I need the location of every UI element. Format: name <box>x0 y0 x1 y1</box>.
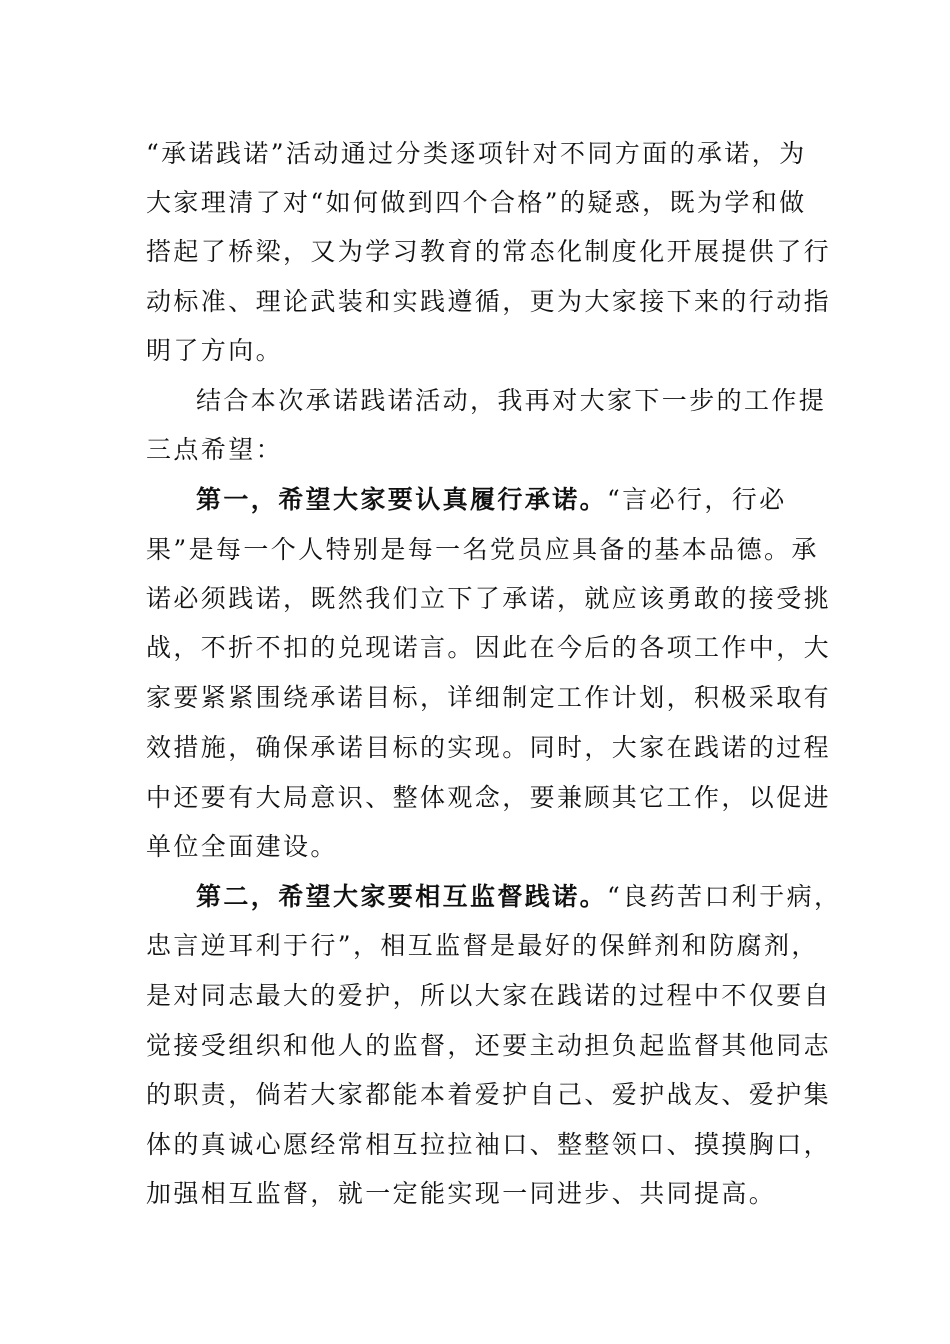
paragraph-4-lead-text: “良药苦口利于病， <box>607 882 842 911</box>
paragraph-1-line-2: 大家理清了对“如何做到四个合格”的疑惑，既为学和做 <box>146 188 807 217</box>
paragraph-3-heading: 第一，希望大家要认真履行承诺。 <box>196 485 608 514</box>
paragraph-3-line-2: 果”是每一个人特别是每一名党员应具备的基本品德。承 <box>146 535 819 564</box>
paragraph-3-line-4: 战，不折不扣的兑现诺言。因此在今后的各项工作中，大 <box>146 633 832 662</box>
paragraph-3-lead-text: “言必行，行必 <box>607 485 787 514</box>
paragraph-1-line-4: 动标准、理论武装和实践遵循，更为大家接下来的行动指 <box>146 287 832 316</box>
paragraph-4-line-3: 是对同志最大的爱护，所以大家在践诺的过程中不仅要自 <box>146 981 832 1010</box>
paragraph-3-line-6: 效措施，确保承诺目标的实现。同时，大家在践诺的过程 <box>146 733 832 762</box>
paragraph-1-line-1: “承诺践诺”活动通过分类逐项针对不同方面的承诺，为 <box>146 139 807 168</box>
paragraph-4-line-2: 忠言逆耳利于行”，相互监督是最好的保鲜剂和防腐剂， <box>146 931 819 960</box>
paragraph-1-line-3: 搭起了桥梁，又为学习教育的常态化制度化开展提供了行 <box>146 237 832 266</box>
paragraph-2-line-1: 结合本次承诺践诺活动，我再对大家下一步的工作提 <box>196 386 827 415</box>
paragraph-2-line-2: 三点希望： <box>146 435 284 464</box>
paragraph-4-line-4: 觉接受组织和他人的监督，还要主动担负起监督其他同志 <box>146 1031 832 1060</box>
paragraph-3-line-8: 单位全面建设。 <box>146 832 338 861</box>
paragraph-4-heading: 第二，希望大家要相互监督践诺。 <box>196 882 608 911</box>
paragraph-3-line-1 <box>196 484 866 516</box>
paragraph-4-line-1 <box>196 881 866 913</box>
paragraph-3-line-5: 家要紧紧围绕承诺目标，详细制定工作计划，积极采取有 <box>146 683 832 712</box>
paragraph-1-line-5: 明了方向。 <box>146 336 284 365</box>
paragraph-4-line-7: 加强相互监督，就一定能实现一同进步、共同提高。 <box>146 1179 777 1208</box>
paragraph-3-line-3: 诺必须践诺，既然我们立下了承诺，就应该勇敢的接受挑 <box>146 584 832 613</box>
paragraph-4-line-6: 体的真诚心愿经常相互拉拉袖口、整整领口、摸摸胸口， <box>146 1130 832 1159</box>
paragraph-4-line-5: 的职责，倘若大家都能本着爱护自己、爱护战友、爱护集 <box>146 1080 832 1109</box>
paragraph-3-line-7: 中还要有大局意识、整体观念，要兼顾其它工作，以促进 <box>146 783 832 812</box>
